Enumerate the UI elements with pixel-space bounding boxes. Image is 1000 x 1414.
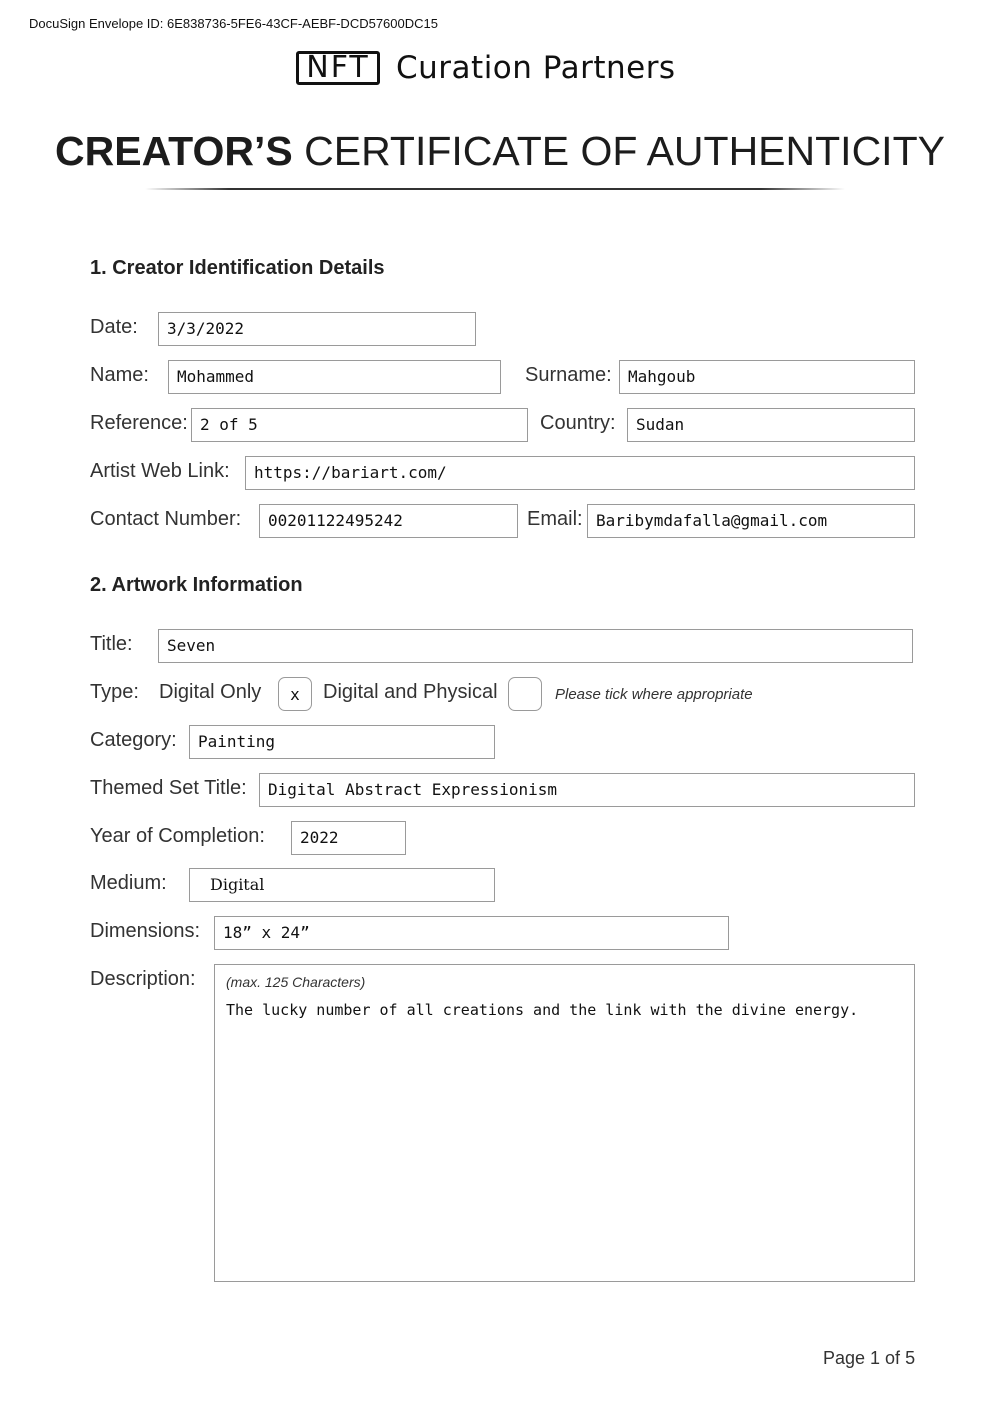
name-field[interactable]: Mohammed [168,360,501,394]
digital-only-checkbox[interactable]: x [278,677,312,711]
section-1-heading: 1. Creator Identification Details [90,257,385,279]
medium-label: Medium: [90,872,167,894]
themed-set-field[interactable]: Digital Abstract Expressionism [259,773,915,807]
title-divider [145,188,845,190]
type-hint: Please tick where appropriate [555,686,753,703]
year-field[interactable]: 2022 [291,821,406,855]
contact-label: Contact Number: [90,508,242,530]
reference-field[interactable]: 2 of 5 [191,408,528,442]
type-digital-physical-label: Digital and Physical [323,681,498,703]
page-number: Page 1 of 5 [823,1348,916,1368]
date-field[interactable]: 3/3/2022 [158,312,476,346]
year-label: Year of Completion: [90,825,265,847]
page-title-rest: CERTIFICATE OF AUTHENTICITY [304,128,945,174]
section-2-heading: 2. Artwork Information [90,574,303,596]
contact-field[interactable]: 00201122495242 [259,504,518,538]
page-title-bold: CREATOR’S [55,128,293,174]
surname-field[interactable]: Mahgoub [619,360,915,394]
brand-logo [296,46,676,90]
dimensions-label: Dimensions: [90,920,201,942]
logo-nft-box: NFT [296,51,380,85]
email-label: Email: [527,508,583,530]
type-digital-only-label: Digital Only [159,681,262,703]
category-label: Category: [90,729,177,751]
weblink-field[interactable]: https://bariart.com/ [245,456,915,490]
weblink-label: Artist Web Link: [90,460,230,482]
description-text: The lucky number of all creations and the link with the divine energy. [226,1001,859,1019]
email-field[interactable]: Baribymdafalla@gmail.com [587,504,915,538]
category-field[interactable]: Painting [189,725,495,759]
description-label: Description: [90,968,196,990]
reference-label: Reference: [90,412,188,434]
title-field[interactable]: Seven [158,629,913,663]
digital-physical-checkbox[interactable] [508,677,542,711]
title-label: Title: [90,633,133,655]
name-label: Name: [90,364,149,386]
logo-text: Curation Partners [396,50,676,86]
surname-label: Surname: [525,364,612,386]
medium-field[interactable]: Digital [189,868,495,902]
country-label: Country: [540,412,616,434]
type-label: Type: [90,681,139,703]
country-field[interactable]: Sudan [627,408,915,442]
description-field[interactable] [214,964,915,1282]
docusign-envelope-id: DocuSign Envelope ID: 6E838736-5FE6-43CF-AEBF-DCD57600DC15 [29,16,438,31]
page-title [0,128,1000,175]
description-hint: (max. 125 Characters) [226,974,366,990]
themed-set-label: Themed Set Title: [90,777,247,799]
date-label: Date: [90,316,138,338]
dimensions-field[interactable]: 18” x 24” [214,916,729,950]
